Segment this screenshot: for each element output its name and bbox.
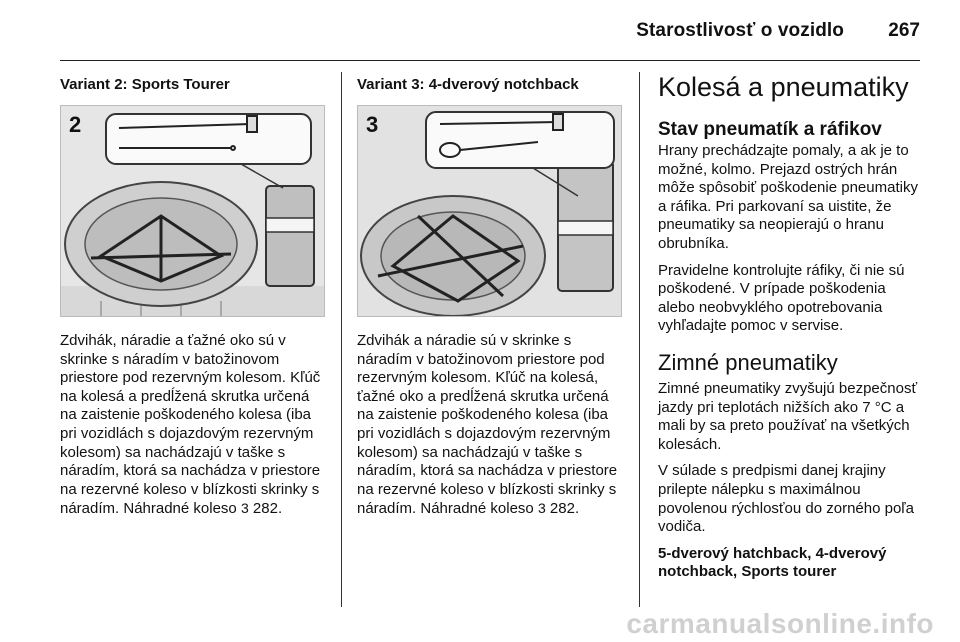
page-reference-icon: 3 [537,500,546,517]
variant-3-subtitle: Variant 3: 4-dverový notchback [357,76,579,93]
winter-tyres-paragraph-1: Zimné pneumatiky zvyšujú bezpečnosť jazdy pri teplotách nižších ako 7 °C a mali by sa preto používať na všetkých kolesách. [658,379,918,453]
vehicle-variants-label: 5-dverový hatchback, 4-dverový notchback, Sports tourer [658,544,887,581]
figure-sports-tourer-trunk [60,105,325,317]
column-divider-1 [341,72,342,607]
column-variant-3 [357,76,622,519]
figure-notchback-trunk [357,105,622,317]
variant-3-description: Zdvihák a náradie sú v skrinke s náradím v batožinovom priestore pod rezervným kolesom. Kľúč na kolesá, ťažné oko a predĺžená skrutka určená na zaistenie poškodeného kolesa (iba pri vozidlách s dojazdovým rezervným kolesom) sa nachádzajú v taške s náradím, ktorá sa nachádza v priestore na rezervné koleso v blízkosti skrinky s náradím. Náhradné koleso 3 282. [357,332,618,518]
watermark: carmanualsonline.info [626,608,934,639]
column-divider-2 [639,72,640,607]
column-variant-2 [60,76,325,519]
subsection-tyre-condition: Stav pneumatík a ráfikov [658,119,882,140]
page-number: 267 [888,20,920,41]
variant-2-description: Zdvihák, náradie a ťažné oko sú v skrinke s náradím v batožinovom priestore pod rezervným kolesom. Kľúč na kolesá a predĺžená skrutka určená na zaistenie poškodeného kolesa (iba pri vozidlách s dojazdovým rezervným kolesom) sa nachádzajú v taške s náradím, ktorá sa nachádza v priestore na rezervné koleso v blízkosti skrinky s náradím. Náhradné koleso 3 282. [60,332,321,518]
subsection-winter-tyres: Zimné pneumatiky [658,349,838,375]
tyre-condition-paragraph-2: Pravidelne kontrolujte ráfiky, či nie sú poškodené. V prípade poškodenia alebo neobvyklého opotrebovania vyhľadajte pomoc v servise. [658,261,905,335]
variant-2-subtitle: Variant 2: Sports Tourer [60,76,230,93]
header-rule [60,60,920,61]
page-title: Starostlivosť o vozidlo [636,20,844,41]
tyre-condition-paragraph-1: Hrany prechádzajte pomaly, a ak je to možné, kolmo. Prejazd ostrých hrán môže spôsobiť poškodenie pneumatiky a ráfika. Pri parkovaní sa uistite, že pneumatiky sa neopierajú o hranu obrubníka. [658,142,918,252]
trunk-tools-illustration [61,106,324,316]
figure-number: 2 [69,112,82,137]
trunk-tools-illustration [358,106,621,316]
figure-number: 3 [366,112,379,137]
column-wheels-tyres [658,72,923,582]
section-heading: Kolesá a pneumatiky [658,72,909,102]
winter-tyres-paragraph-2: V súlade s predpismi danej krajiny prilepte nálepku s maximálnou povolenou rýchlosťou do zorného poľa vodiča. [658,462,915,536]
page-reference-icon: 3 [240,500,249,517]
page-header [0,0,960,56]
